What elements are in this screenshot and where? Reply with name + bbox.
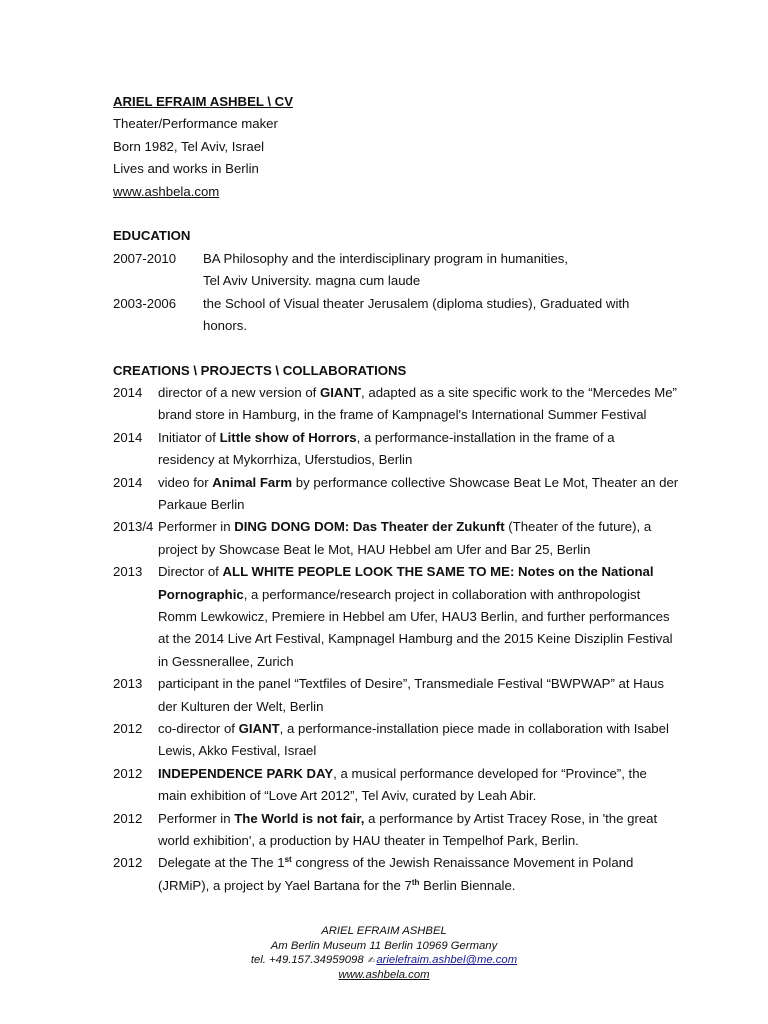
creation-entry [113,382,677,427]
website-link[interactable]: www.ashbela.com [113,183,220,199]
creation-desc-line: participant in the panel “Textfiles of Desire”, Transmediale Festival “BWPWAP” at Haus [158,676,664,692]
creation-desc-line: Lewis, Akko Festival, Israel [158,743,317,759]
education-desc-line: honors. [203,317,247,333]
creation-desc-line: Romm Lewkowicz, Premiere in Hebbel am Ufer, HAU3 Berlin, and further performances [158,608,670,624]
creation-desc-line: director of a new version of GIANT, adapted as a site specific work to the “Mercedes Me” [158,385,677,401]
education-heading: EDUCATION [113,228,191,244]
creation-desc-line: Director of ALL WHITE PEOPLE LOOK THE SAME TO ME: Notes on the National [158,564,654,580]
creation-desc-line: INDEPENDENCE PARK DAY, a musical performance developed for “Province”, the [158,765,647,781]
creation-desc-line: brand store in Hamburg, in the frame of Kampnagel's International Summer Festival [158,407,647,423]
footer-address: Am Berlin Museum 11 Berlin 10969 Germany [270,939,498,952]
page-footer [0,924,768,982]
creation-desc-line: der Kulturen der Welt, Berlin [158,698,324,714]
creation-year: 2013 [113,676,143,692]
creation-desc-line: residency at Mykorrhiza, Uferstudios, Berlin [158,452,413,468]
creation-year: 2013/4 [113,519,154,535]
creation-entry [113,673,673,718]
creation-desc-line: Performer in DING DONG DOM: Das Theater der Zukunft (Theater of the future), a [158,519,652,535]
education-desc-line: Tel Aviv University. magna cum laude [203,273,421,289]
creation-desc-line: world exhibition', a production by HAU theater in Tempelhof Park, Berlin. [158,832,579,848]
creation-desc-line: co-director of GIANT, a performance-installation piece made in collaboration with Isabel [158,720,669,736]
cv-title: ARIEL EFRAIM ASHBEL \ CV [113,94,294,109]
creation-entry [113,718,673,763]
role-line: Theater/Performance maker [113,116,278,132]
creations-heading: CREATIONS \ PROJECTS \ COLLABORATIONS [113,362,407,378]
pen-icon: ✍ [367,955,376,966]
creation-entry [113,763,673,808]
footer-website-link[interactable]: www.ashbela.com [338,968,430,981]
creation-desc-line: at the 2014 Live Art Festival, Kampnagel Hamburg and the 2015 Keine Disziplin Festival [158,631,673,647]
creation-entry [113,561,673,673]
creation-year: 2012 [113,855,143,871]
cv-page [113,91,679,897]
creation-entry [113,808,673,853]
education-entry [113,293,673,338]
creation-entry [113,472,679,517]
education-entry [113,248,673,293]
creation-year: 2012 [113,720,143,736]
location-line: Lives and works in Berlin [113,161,259,177]
footer-contact [0,953,768,968]
education-year: 2003-2006 [113,295,177,311]
creation-year: 2012 [113,765,143,781]
footer-email-link[interactable]: arielefraim.ashbel@me.com [376,954,518,967]
education-desc-line: BA Philosophy and the interdisciplinary program in humanities, [203,250,569,266]
creation-desc-line: in Gessnerallee, Zurich [158,653,294,669]
creation-desc-line: main exhibition of “Love Art 2012”, Tel Aviv, curated by Leah Abir. [158,788,537,804]
footer-phone: tel. +49.157.34959098 [250,954,364,967]
creation-desc-line: Pornographic, a performance/research project in collaboration with anthropologist [158,586,641,602]
footer-name: ARIEL EFRAIM ASHBEL [321,925,447,937]
creation-desc-line: project by Showcase Beat le Mot, HAU Hebbel am Ufer and Bar 25, Berlin [158,541,591,557]
creation-desc-line: Delegate at the The 1st congress of the Jewish Renaissance Movement in Poland [158,855,634,871]
education-year: 2007-2010 [113,250,177,266]
creation-desc-line: Initiator of Little show of Horrors, a performance-installation in the frame of a [158,429,615,445]
creation-desc-line: Parkaue Berlin [158,497,245,513]
creation-entry [113,427,673,472]
creation-year: 2013 [113,564,143,580]
born-line: Born 1982, Tel Aviv, Israel [113,138,265,154]
creation-entry [113,516,673,561]
creation-entry [113,852,673,897]
creation-desc-line: Performer in The World is not fair, a performance by Artist Tracey Rose, in 'the great [158,810,658,826]
education-desc-line: the School of Visual theater Jerusalem (diploma studies), Graduated with [203,295,630,311]
creation-year: 2014 [113,385,143,401]
creation-year: 2012 [113,810,143,826]
creation-desc-line: (JRMiP), a project by Yael Bartana for the 7th Berlin Biennale. [158,877,516,893]
creation-year: 2014 [113,429,143,445]
creation-year: 2014 [113,474,143,490]
creation-desc-line: video for Animal Farm by performance collective Showcase Beat Le Mot, Theater an der [158,474,679,490]
